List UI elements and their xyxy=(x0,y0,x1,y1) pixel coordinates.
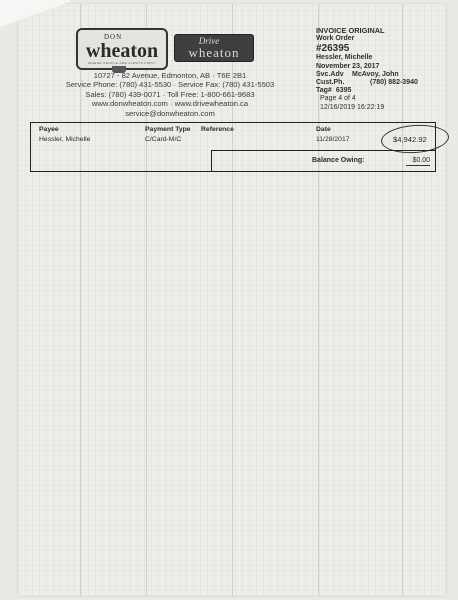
logo-wheaton-text: wheaton xyxy=(85,39,159,62)
logo-don-text: DON xyxy=(104,32,123,41)
customer-phone-row xyxy=(316,79,418,87)
payment-table xyxy=(30,122,436,172)
svc-adv-label: Svc.Adv xyxy=(316,70,344,78)
customer-name: Hessler, Michelle xyxy=(316,54,373,62)
logo2-drive-text: Drive xyxy=(198,36,220,46)
dealer-websites: www.donwheaton.com · www.drivewheaton.ca xyxy=(91,99,249,109)
invoice-date: November 23, 2017 xyxy=(316,62,380,70)
work-order-number: #26395 xyxy=(316,43,350,55)
cust-ph-value: (780) 882-3940 xyxy=(370,79,418,87)
tag-row xyxy=(316,87,418,95)
dealer-contact-block xyxy=(50,71,290,118)
header-date: Date xyxy=(316,126,331,133)
tag-label: Tag# xyxy=(316,87,332,95)
page-fold-corner xyxy=(0,0,70,34)
header-payment-type: Payment Type xyxy=(145,126,191,133)
dealer-service-phone: Service Phone: (780) 431-5530 · Service Fax: (780) 431-5503 xyxy=(65,80,275,90)
page-number: Page 4 of 4 xyxy=(320,95,356,103)
tag-number: 6395 xyxy=(335,87,352,95)
logo2-wheaton-text: wheaton xyxy=(188,45,240,60)
row-payment-type: C/Card-M/C xyxy=(145,136,182,143)
don-wheaton-logo xyxy=(76,28,168,70)
invoice-title: INVOICE ORIGINAL xyxy=(316,26,385,35)
balance-owing-amount: $0.00 xyxy=(412,157,430,164)
header-payee: Payee xyxy=(39,126,59,133)
row-amount: $4,942.92 xyxy=(393,135,427,144)
row-date: 11/28/2017 xyxy=(316,136,350,143)
drive-wheaton-logo xyxy=(174,34,254,62)
svc-adv-name: McAvoy, John xyxy=(352,70,399,78)
logo-tagline: WHERE PEOPLE ARE ALWAYS FIRST xyxy=(88,60,156,65)
invoice-info-block xyxy=(316,27,418,112)
service-advisor-row xyxy=(316,71,418,79)
printed-timestamp: 12/16/2019 16:22:19 xyxy=(320,103,385,111)
dealer-sales-phone: Sales: (780) 439-0071 · Toll Free: 1-800-661-9683 xyxy=(85,89,255,99)
dealer-address: 10727 - 82 Avenue, Edmonton, AB · T6E 2B1 xyxy=(93,71,247,80)
balance-underline xyxy=(406,165,430,166)
dealer-email: service@donwheaton.com xyxy=(125,108,215,118)
balance-box xyxy=(211,150,436,172)
balance-owing-label: Balance Owing: xyxy=(312,157,365,164)
cust-ph-label: Cust.Ph. xyxy=(316,79,345,87)
work-order-label: Work Order xyxy=(316,35,355,43)
row-payee: Hessler, Michelle xyxy=(39,136,91,143)
header-reference: Reference xyxy=(201,126,234,133)
